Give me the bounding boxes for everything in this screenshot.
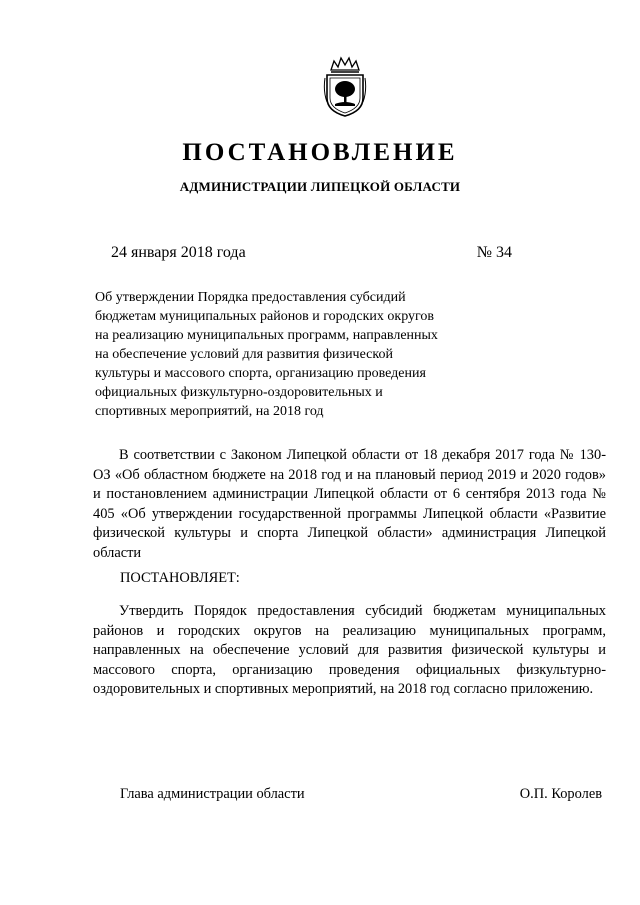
document-heading [95,288,495,421]
heading-line: на реализацию муниципальных программ, направленных [95,328,438,343]
signatory-name: О.П. Королев [519,786,602,802]
issuing-authority: АДМИНИСТРАЦИИ ЛИПЕЦКОЙ ОБЛАСТИ [179,179,461,194]
heading-line: культуры и массового спорта, организацию проведения [95,366,426,381]
heading-line: официальных физкультурно-оздоровительных и [95,385,383,400]
heading-line: бюджетам муниципальных районов и городских округов [95,309,435,324]
decree-word: ПОСТАНОВЛЯЕТ: [120,570,240,586]
heading-line: спортивных мероприятий, на 2018 год [95,404,324,419]
preamble-paragraph: В соответствии с Законом Липецкой области от 18 декабря 2017 года № 130-ОЗ «Об областном бюджете на 2018 год и на плановый период 2019 и 2020 годов» и постановлением администрации Липецкой области от 6 сентября 2013 года № 405 «Об утверждении государственной программы Липецкой области «Развитие физической культуры и спорта Липецкой области» администрация Липецкой области [93,447,606,561]
signatory-position: Глава администрации области [120,786,305,802]
heading-line: Об утверждении Порядка предоставления субсидий [95,290,406,305]
document-title: ПОСТАНОВЛЕНИЕ [182,139,458,166]
heading-line: на обеспечение условий для развития физической [95,347,393,362]
decision-paragraph: Утвердить Порядок предоставления субсидий бюджетам муниципальных районов и городских округов на реализацию муниципальных программ, направленных на обеспечение условий для развития физической культуры и массового спорта, организацию проведения официальных физкультурно-оздоровительных и спортивных мероприятий, на 2018 год согласно приложению. [93,603,606,698]
coat-of-arms-icon [323,56,367,118]
document-number: № 34 [476,244,512,261]
document-date: 24 января 2018 года [111,244,246,261]
